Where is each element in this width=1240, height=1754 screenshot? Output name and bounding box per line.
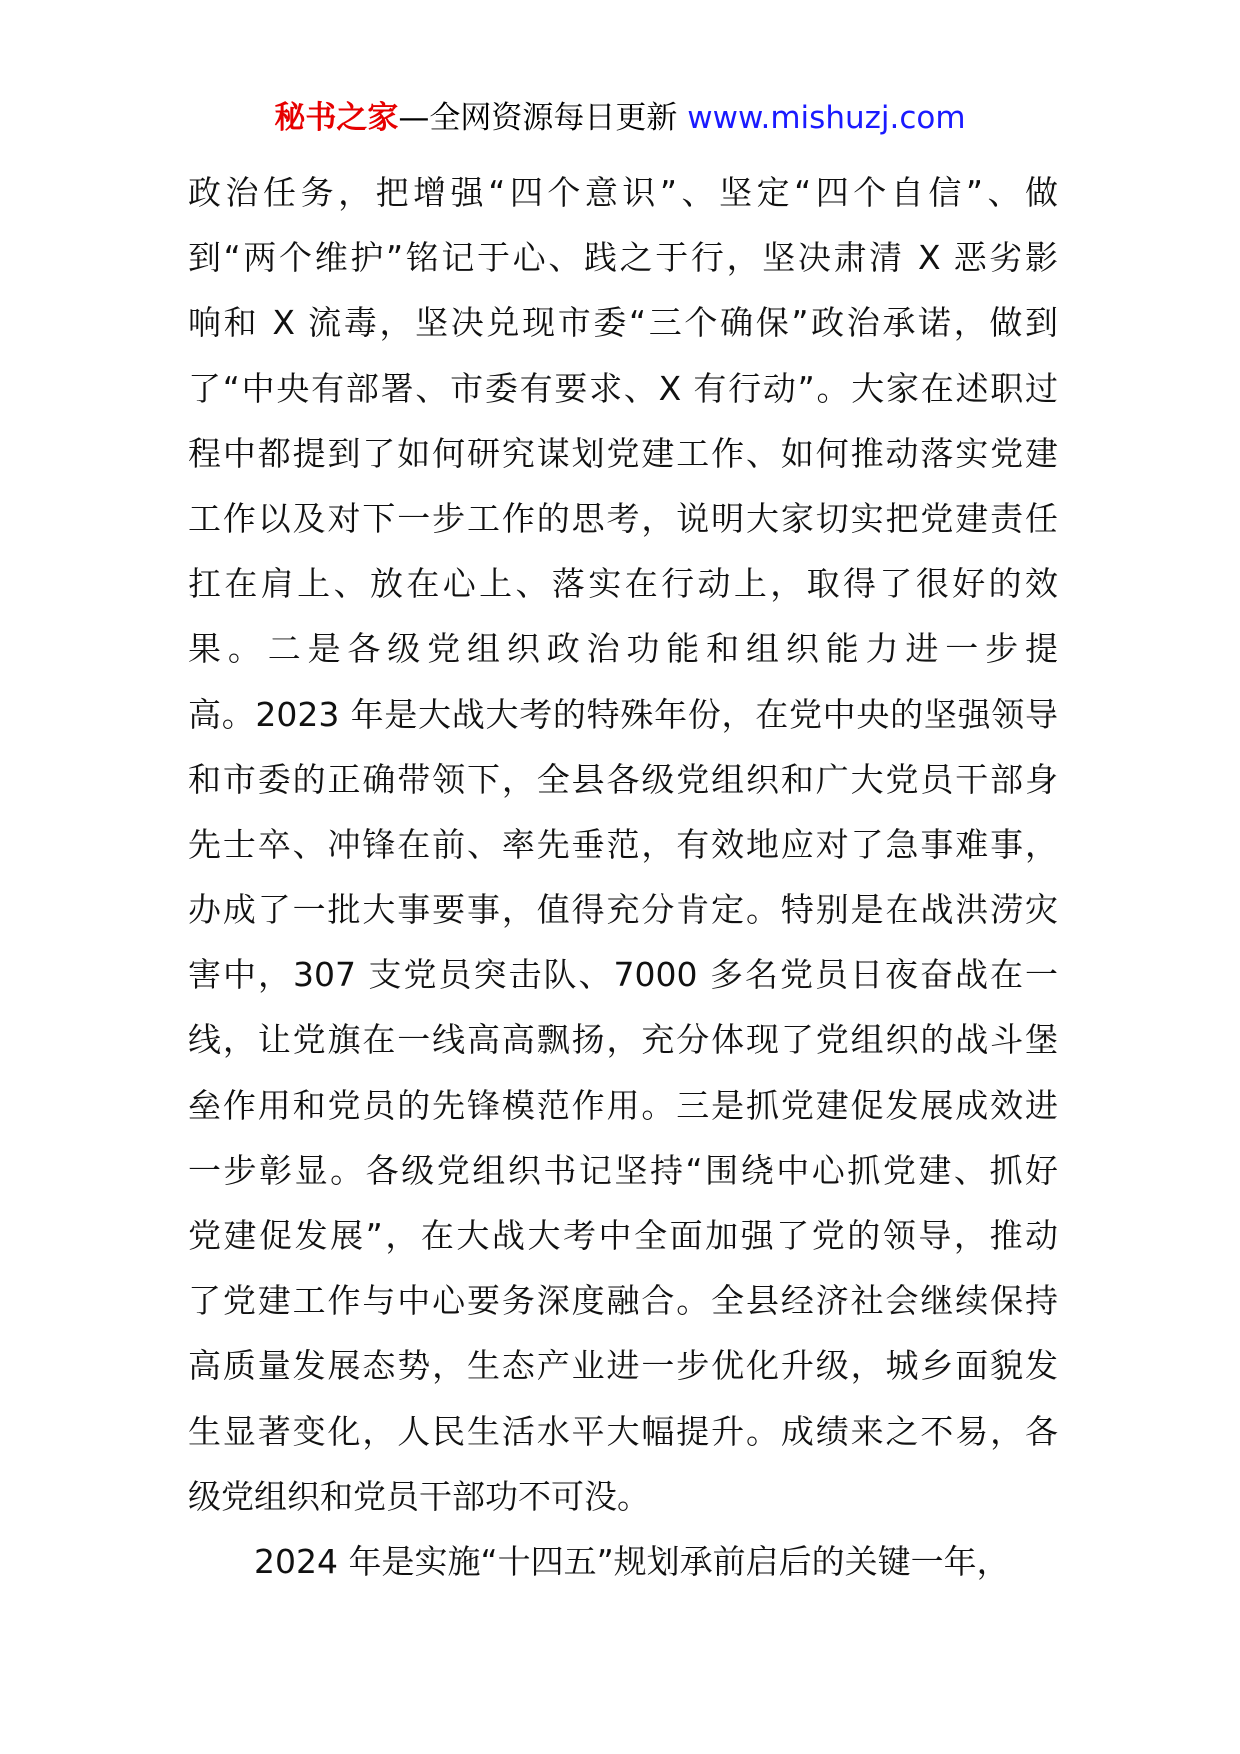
text-line: 果。二是各级党组织政治功能和组织能力进一步提 <box>188 629 1058 669</box>
text-line: 一步彰显。各级党组织书记坚持“围绕中心抓党建、抓好 <box>188 1150 1058 1190</box>
text-line: 扛在肩上、放在心上、落实在行动上，取得了很好的效 <box>188 564 1058 604</box>
site-header <box>0 98 1240 138</box>
text-line: 垒作用和党员的先锋模范作用。三是抓党建促发展成效进 <box>188 1085 1058 1125</box>
text-line: 害中，307 支党员突击队、7000 多名党员日夜奋战在一 <box>188 955 1058 995</box>
site-url-link[interactable]: www.mishuzj.com <box>687 100 966 136</box>
text-line: 工作以及对下一步工作的思考，说明大家切实把党建责任 <box>188 498 1058 538</box>
site-tagline: —全网资源每日更新 <box>398 100 688 136</box>
text-line: 线，让党旗在一线高高飘扬，充分体现了党组织的战斗堡 <box>188 1020 1058 1060</box>
document-body <box>188 160 1058 1594</box>
text-line: 政治任务，把增强“四个意识”、坚定“四个自信”、做 <box>188 173 1058 212</box>
text-line: 党建促发展”，在大战大考中全面加强了党的领导，推动 <box>188 1216 1058 1255</box>
text-line: 和市委的正确带领下，全县各级党组织和广大党员干部身 <box>188 759 1058 799</box>
text-line: 了党建工作与中心要务深度融合。全县经济社会继续保持 <box>188 1281 1058 1321</box>
text-line: 了“中央有部署、市委有要求、X 有行动”。大家在述职过 <box>188 368 1058 408</box>
text-line: 高。2023 年是大战大考的特殊年份，在党中央的坚强领导 <box>188 694 1058 734</box>
text-line: 办成了一批大事要事，值得充分肯定。特别是在战洪涝灾 <box>188 890 1058 930</box>
site-brand: 秘书之家 <box>274 100 399 136</box>
text-line: 高质量发展态势，生态产业进一步优化升级，城乡面貌发 <box>188 1346 1058 1386</box>
text-line: 2024 年是实施“十四五”规划承前启后的关键一年， <box>254 1541 1010 1581</box>
text-line: 级党组织和党员干部功不可没。 <box>188 1476 650 1516</box>
text-line: 生显著变化，人民生活水平大幅提升。成绩来之不易，各 <box>188 1411 1058 1451</box>
text-line: 到“两个维护”铭记于心、践之于行，坚决肃清 X 恶劣影 <box>188 238 1058 278</box>
text-line: 程中都提到了如何研究谋划党建工作、如何推动落实党建 <box>188 433 1058 473</box>
text-line: 先士卒、冲锋在前、率先垂范，有效地应对了急事难事， <box>188 824 1058 864</box>
text-line: 响和 X 流毒，坚决兑现市委“三个确保”政治承诺，做到 <box>188 303 1058 343</box>
